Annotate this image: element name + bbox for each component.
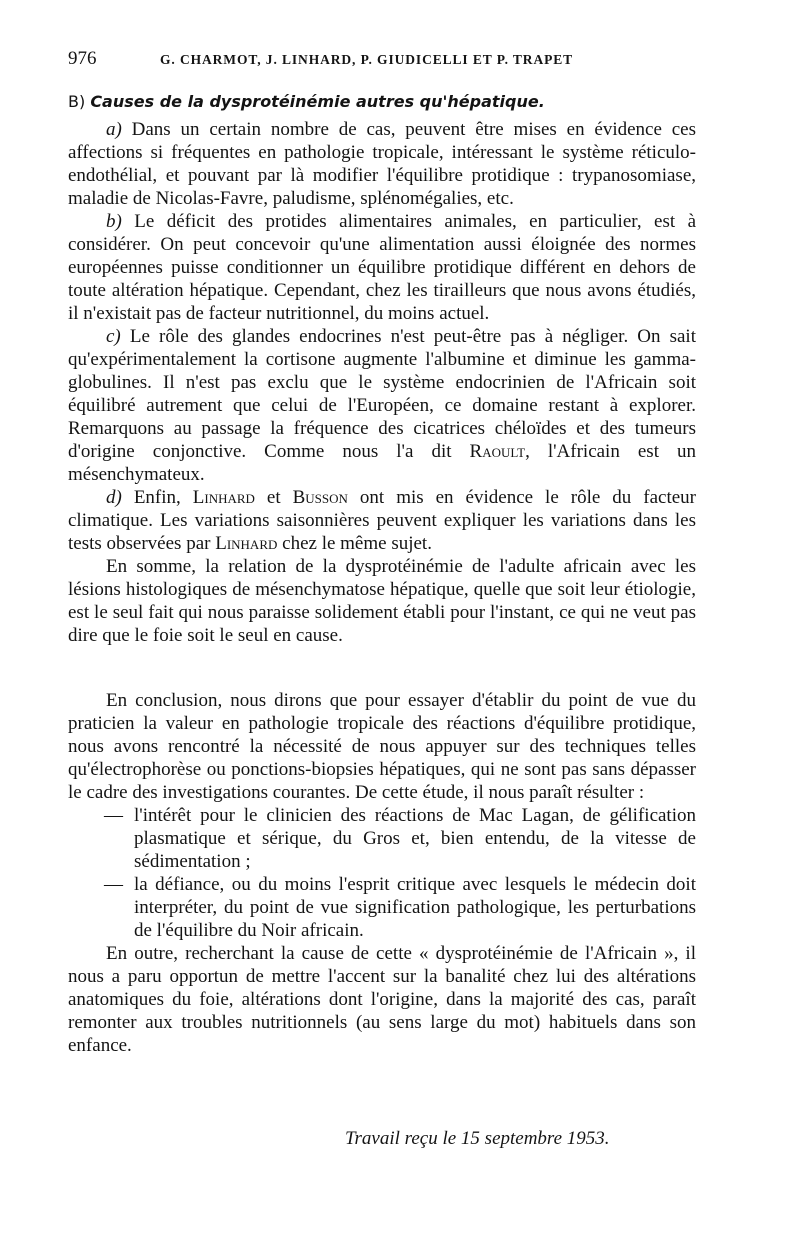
paragraph-d-label: d) <box>106 487 122 508</box>
paragraph-summary: En somme, la relation de la dysprotéinémie de l'adulte africain avec les lésions histologiques de mésenchymatose hépatique, quelle que soit leur étiologie, est le seul fait qui nous paraisse solidement établi pour l'instant, ce qui ne veut pas dire que le foie soit le seul en cause. <box>68 556 696 646</box>
section-title: Causes de la dysprotéinémie autres qu'hépatique. <box>90 92 545 111</box>
dash-marker: — <box>104 805 123 826</box>
paragraph-final: En outre, recherchant la cause de cette « dysprotéinémie de l'Africain », il nous a paru opportun de mettre l'accent sur la banalité chez lui des altérations anatomiques du foie, altérations dont l'origine, dans la majorité des cas, paraît remonter aux troubles nutritionnels (au sens large du mot) habituels dans son enfance. <box>68 943 696 1056</box>
paragraph-d <box>68 486 696 555</box>
paragraph-c-label: c) <box>106 326 121 347</box>
paragraph-a-label: a) <box>106 119 122 140</box>
paragraph-d-text-1: Enfin, <box>121 487 193 508</box>
section-gap <box>68 647 696 689</box>
author-name-linhard-2: Linhard <box>215 533 278 554</box>
author-name-busson: Busson <box>292 487 348 508</box>
author-name-raoult: Raoult <box>469 441 526 462</box>
paragraph-d-text-4: chez le même sujet. <box>277 533 432 554</box>
paragraph-b-text: Le déficit des protides alimentaires animales, en particulier, est à considérer. On peut concevoir qu'une alimentation aussi éloignée des normes européennes puisse conditionner un équilibre protidique différent en dehors de toute altération hépatique. Cependant, chez les tirailleurs que nous avons étudiés, il n'existait pas de facteur nutritionnel, du moins actuel. <box>68 211 696 324</box>
received-note: Travail reçu le 15 septembre 1953. <box>345 1128 610 1149</box>
paragraph-a <box>68 118 696 210</box>
section-label: B) <box>68 92 86 111</box>
paragraph-c-text-1: Le rôle des glandes endocrines n'est peut-être pas à négliger. On sait qu'expérimentalement la cortisone augmente l'albumine et diminue les gamma-globulines. Il n'est pas exclu que le système endocrinien de l'Africain soit équilibré autrement que celui de l'Européen, ce domaine restant à explorer. Remarquons au passage la fréquence des cicatrices chéloïdes et des tumeurs d'origine conjonctive. Comme nous l'a dit <box>68 326 696 462</box>
paragraph-c-text-2: , l'Africain est un mésenchymateux. <box>68 441 696 485</box>
list-item <box>68 873 696 942</box>
paragraph-c <box>68 325 696 486</box>
running-head: G. CHARMOT, J. LINHARD, P. GIUDICELLI ET P. TRAPET <box>160 52 574 67</box>
list-item <box>68 804 696 873</box>
list-item-text-2: la défiance, ou du moins l'esprit critique avec lesquels le médecin doit interpréter, du point de vue signification pathologique, les perturbations de l'équilibre du Noir africain. <box>134 874 696 941</box>
body-text <box>68 118 696 1057</box>
author-name-linhard: Linhard <box>192 487 255 508</box>
paragraph-conclusion: En conclusion, nous dirons que pour essayer d'établir du point de vue du praticien la valeur en pathologie tropicale des réactions d'équilibre protidique, nous avons rencontré la nécessité de nous appuyer sur des techniques telles qu'électrophorèse ou ponctions-biopsies hépatiques, qui ne sont pas sans dépasser le cadre des investigations courantes. De cette étude, il nous paraît résulter : <box>68 690 696 803</box>
page-number: 976 <box>68 48 97 69</box>
paragraph-d-text-3: ont mis en évidence le rôle du facteur climatique. Les variations saisonnières peuvent expliquer les variations dans les tests observées par <box>68 487 696 554</box>
list-item-text-1: l'intérêt pour le clinicien des réactions de Mac Lagan, de gélification plasmatique et sérique, du Gros et, bien entendu, de la vitesse de sédimentation ; <box>134 805 696 872</box>
page-header <box>68 48 708 74</box>
paragraph-d-text-2: et <box>254 487 293 508</box>
paragraph-b <box>68 210 696 325</box>
section-heading <box>68 92 545 111</box>
paragraph-b-label: b) <box>106 211 122 232</box>
paragraph-a-text: Dans un certain nombre de cas, peuvent être mises en évidence ces affections si fréquentes en pathologie tropicale, intéressant le système réticulo-endothélial, et pouvant par là modifier l'équilibre protidique : trypanosomiase, maladie de Nicolas-Favre, paludisme, splénomégalies, etc. <box>68 119 696 209</box>
dash-marker: — <box>104 874 123 895</box>
